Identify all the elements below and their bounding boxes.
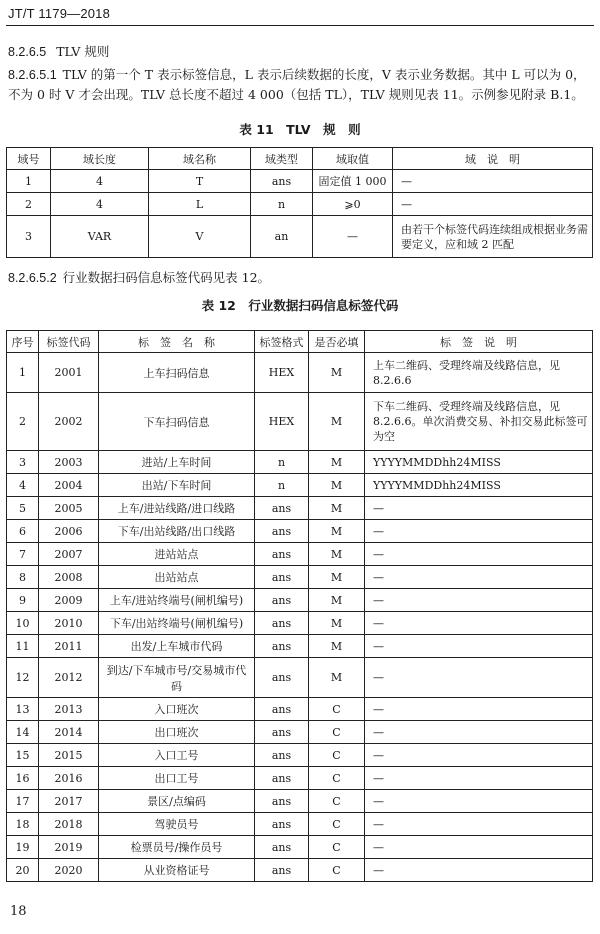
table-cell: T <box>149 170 251 193</box>
table-cell: 17 <box>7 790 39 813</box>
column-header: 域长度 <box>51 148 149 170</box>
table-cell: n <box>255 474 309 497</box>
table-cell: 14 <box>7 721 39 744</box>
table-cell: ans <box>255 497 309 520</box>
table-cell: ans <box>255 566 309 589</box>
table-row <box>7 698 593 721</box>
table-row <box>7 658 593 698</box>
table-cell: — <box>365 836 593 859</box>
table-cell: 2006 <box>39 520 99 543</box>
table-cell: 2020 <box>39 859 99 882</box>
table12-caption: 表 12 行业数据扫码信息标签代码 <box>201 298 399 313</box>
table-cell: 3 <box>7 451 39 474</box>
table-cell: M <box>309 658 365 698</box>
table-cell: 2012 <box>39 658 99 698</box>
table-row <box>7 353 593 393</box>
table-cell: 9 <box>7 589 39 612</box>
section-number: 8.2.6.5 <box>8 45 47 59</box>
table-cell: M <box>309 635 365 658</box>
table-cell: HEX <box>255 393 309 451</box>
table-row <box>7 543 593 566</box>
table-cell: 从业资格证号 <box>99 859 255 882</box>
column-header: 标 签 说 明 <box>365 331 593 353</box>
table-cell: 19 <box>7 836 39 859</box>
table11-caption: 表 11 TLV 规 则 <box>239 122 361 137</box>
table-cell: 4 <box>51 170 149 193</box>
table-cell: M <box>309 393 365 451</box>
paragraph-text: TLV 的第一个 T 表示标签信息，L 表示后续数据的长度，V 表示业务数据。其中 L 可以为 0，不为 0 时 V 才会出现。TLV 总长度不超过 4 000（包括 TL），TLV 规则见表 11。示例参见附录 B.1。 <box>8 67 586 102</box>
table-cell: 2017 <box>39 790 99 813</box>
table-row <box>7 497 593 520</box>
table-cell: 18 <box>7 813 39 836</box>
table-cell: — <box>365 790 593 813</box>
table-cell: 20 <box>7 859 39 882</box>
table-row <box>7 790 593 813</box>
table-cell: M <box>309 520 365 543</box>
table-row <box>7 635 593 658</box>
table-cell: ans <box>255 790 309 813</box>
table-cell: — <box>365 612 593 635</box>
table-cell: YYYYMMDDhh24MISS <box>365 474 593 497</box>
paragraph-number: 8.2.6.5.2 <box>8 271 57 285</box>
table-cell: — <box>313 216 393 258</box>
table-cell: n <box>251 193 313 216</box>
table-row <box>7 612 593 635</box>
table-cell: n <box>255 451 309 474</box>
table-cell: 2014 <box>39 721 99 744</box>
table-row <box>7 721 593 744</box>
table-row <box>7 170 593 193</box>
section-heading <box>8 42 594 62</box>
table-cell: 进站站点 <box>99 543 255 566</box>
table-cell: 下车/出站终端号(闸机编号) <box>99 612 255 635</box>
table-cell: 出口工号 <box>99 767 255 790</box>
table-cell: — <box>365 813 593 836</box>
table-cell: C <box>309 721 365 744</box>
table-cell: M <box>309 566 365 589</box>
table-cell: M <box>309 497 365 520</box>
table-cell: M <box>309 612 365 635</box>
table-cell: ans <box>255 589 309 612</box>
table-cell: VAR <box>51 216 149 258</box>
table-cell: 2010 <box>39 612 99 635</box>
table-cell: YYYYMMDDhh24MISS <box>365 451 593 474</box>
column-header: 标签格式 <box>255 331 309 353</box>
table-row <box>7 767 593 790</box>
table-cell: ⩾0 <box>313 193 393 216</box>
table-cell: — <box>365 721 593 744</box>
table-cell: 景区/点编码 <box>99 790 255 813</box>
table-cell: 下车二维码、受理终端及线路信息，见 8.2.6.6。单次消费交易、补扣交易此标签可为空 <box>365 393 593 451</box>
table-cell: 2016 <box>39 767 99 790</box>
table-cell: — <box>393 170 593 193</box>
table-cell: — <box>365 520 593 543</box>
column-header: 域取值 <box>313 148 393 170</box>
table-cell: ans <box>255 520 309 543</box>
table-cell: 驾驶员号 <box>99 813 255 836</box>
table-cell: 下车/出站线路/出口线路 <box>99 520 255 543</box>
table-11 <box>6 147 593 258</box>
table-cell: 2 <box>7 393 39 451</box>
table-header-row <box>7 148 593 170</box>
column-header: 域类型 <box>251 148 313 170</box>
table-cell: M <box>309 353 365 393</box>
table-cell: C <box>309 790 365 813</box>
table-cell: ans <box>255 658 309 698</box>
table-cell: — <box>365 859 593 882</box>
table-cell: 8 <box>7 566 39 589</box>
paragraph-8-2-6-5-1 <box>8 65 594 104</box>
paragraph-number: 8.2.6.5.1 <box>8 68 57 82</box>
column-header: 标 签 名 称 <box>99 331 255 353</box>
table-cell: ans <box>255 721 309 744</box>
table-cell: V <box>149 216 251 258</box>
table-row <box>7 451 593 474</box>
table-cell: 出站站点 <box>99 566 255 589</box>
table-row <box>7 393 593 451</box>
table-cell: — <box>365 566 593 589</box>
table-cell: 固定值 1 000 <box>313 170 393 193</box>
table-cell: M <box>309 543 365 566</box>
table-row <box>7 520 593 543</box>
table-cell: ans <box>255 767 309 790</box>
table-cell: C <box>309 813 365 836</box>
table-cell: ans <box>255 744 309 767</box>
table-cell: 2007 <box>39 543 99 566</box>
table-cell: 7 <box>7 543 39 566</box>
table-cell: 5 <box>7 497 39 520</box>
section-title: TLV 规则 <box>56 44 110 59</box>
table-cell: M <box>309 589 365 612</box>
table-cell: ans <box>255 612 309 635</box>
table-cell: 11 <box>7 635 39 658</box>
table-cell: 下车扫码信息 <box>99 393 255 451</box>
table-cell: 上车/进站终端号(闸机编号) <box>99 589 255 612</box>
table-cell: — <box>365 698 593 721</box>
table-cell: 上车二维码、受理终端及线路信息，见 8.2.6.6 <box>365 353 593 393</box>
column-header: 是否必填 <box>309 331 365 353</box>
table-cell: 1 <box>7 170 51 193</box>
table-row <box>7 216 593 258</box>
table-cell: 2011 <box>39 635 99 658</box>
table-12 <box>6 330 593 882</box>
table-cell: ans <box>255 836 309 859</box>
column-header: 域 说 明 <box>393 148 593 170</box>
table-cell: 10 <box>7 612 39 635</box>
table-cell: 2004 <box>39 474 99 497</box>
table-row <box>7 813 593 836</box>
table-cell: — <box>365 744 593 767</box>
table-cell: HEX <box>255 353 309 393</box>
table-cell: 15 <box>7 744 39 767</box>
table-cell: 2003 <box>39 451 99 474</box>
table-cell: — <box>365 497 593 520</box>
table-cell: 上车扫码信息 <box>99 353 255 393</box>
table-cell: C <box>309 836 365 859</box>
table-cell: C <box>309 698 365 721</box>
table-cell: 12 <box>7 658 39 698</box>
table-row <box>7 836 593 859</box>
table-cell: 4 <box>7 474 39 497</box>
table-cell: 入口工号 <box>99 744 255 767</box>
table-cell: 2005 <box>39 497 99 520</box>
table-cell: 由若干个标签代码连续组成根据业务需要定义，应和域 2 匹配 <box>393 216 593 258</box>
table-cell: 4 <box>51 193 149 216</box>
table-row <box>7 589 593 612</box>
table-cell: — <box>365 543 593 566</box>
table-cell: M <box>309 451 365 474</box>
column-header: 域名称 <box>149 148 251 170</box>
table-cell: — <box>365 767 593 790</box>
paragraph-8-2-6-5-2 <box>8 268 594 288</box>
table-cell: ans <box>255 698 309 721</box>
header-rule <box>6 25 594 26</box>
table-cell: 入口班次 <box>99 698 255 721</box>
table-row <box>7 193 593 216</box>
table-cell: — <box>365 589 593 612</box>
table-cell: 进站/上车时间 <box>99 451 255 474</box>
column-header: 序号 <box>7 331 39 353</box>
document-id: JT/T 1179—2018 <box>8 6 111 21</box>
page-number: 18 <box>10 904 27 919</box>
table-cell: 2 <box>7 193 51 216</box>
table-cell: 2013 <box>39 698 99 721</box>
table-cell: 2001 <box>39 353 99 393</box>
table-cell: 1 <box>7 353 39 393</box>
table-cell: — <box>365 658 593 698</box>
table-cell: — <box>393 193 593 216</box>
table-cell: M <box>309 474 365 497</box>
table-header-row <box>7 331 593 353</box>
table-cell: C <box>309 859 365 882</box>
table-cell: ans <box>255 635 309 658</box>
table-cell: ans <box>255 543 309 566</box>
table-cell: 2008 <box>39 566 99 589</box>
table-cell: 2019 <box>39 836 99 859</box>
table-cell: 6 <box>7 520 39 543</box>
table-cell: 2002 <box>39 393 99 451</box>
table-cell: 13 <box>7 698 39 721</box>
table-cell: 2015 <box>39 744 99 767</box>
table-cell: 出发/上车城市代码 <box>99 635 255 658</box>
table-cell: ans <box>255 859 309 882</box>
table-row <box>7 859 593 882</box>
column-header: 标签代码 <box>39 331 99 353</box>
table-cell: ans <box>255 813 309 836</box>
table-row <box>7 744 593 767</box>
table-cell: 出站/下车时间 <box>99 474 255 497</box>
table-cell: 3 <box>7 216 51 258</box>
table-cell: 16 <box>7 767 39 790</box>
table-cell: — <box>365 635 593 658</box>
table-cell: 出口班次 <box>99 721 255 744</box>
table-row <box>7 474 593 497</box>
table-cell: 2009 <box>39 589 99 612</box>
table-cell: ans <box>251 170 313 193</box>
table-cell: 到达/下车城市号/交易城市代码 <box>99 658 255 698</box>
table-cell: 2018 <box>39 813 99 836</box>
table-cell: an <box>251 216 313 258</box>
table-cell: L <box>149 193 251 216</box>
table-cell: 检票员号/操作员号 <box>99 836 255 859</box>
table-row <box>7 566 593 589</box>
paragraph-text: 行业数据扫码信息标签代码见表 12。 <box>62 270 271 285</box>
table-cell: C <box>309 744 365 767</box>
table-cell: 上车/进站线路/进口线路 <box>99 497 255 520</box>
table-cell: C <box>309 767 365 790</box>
column-header: 域号 <box>7 148 51 170</box>
